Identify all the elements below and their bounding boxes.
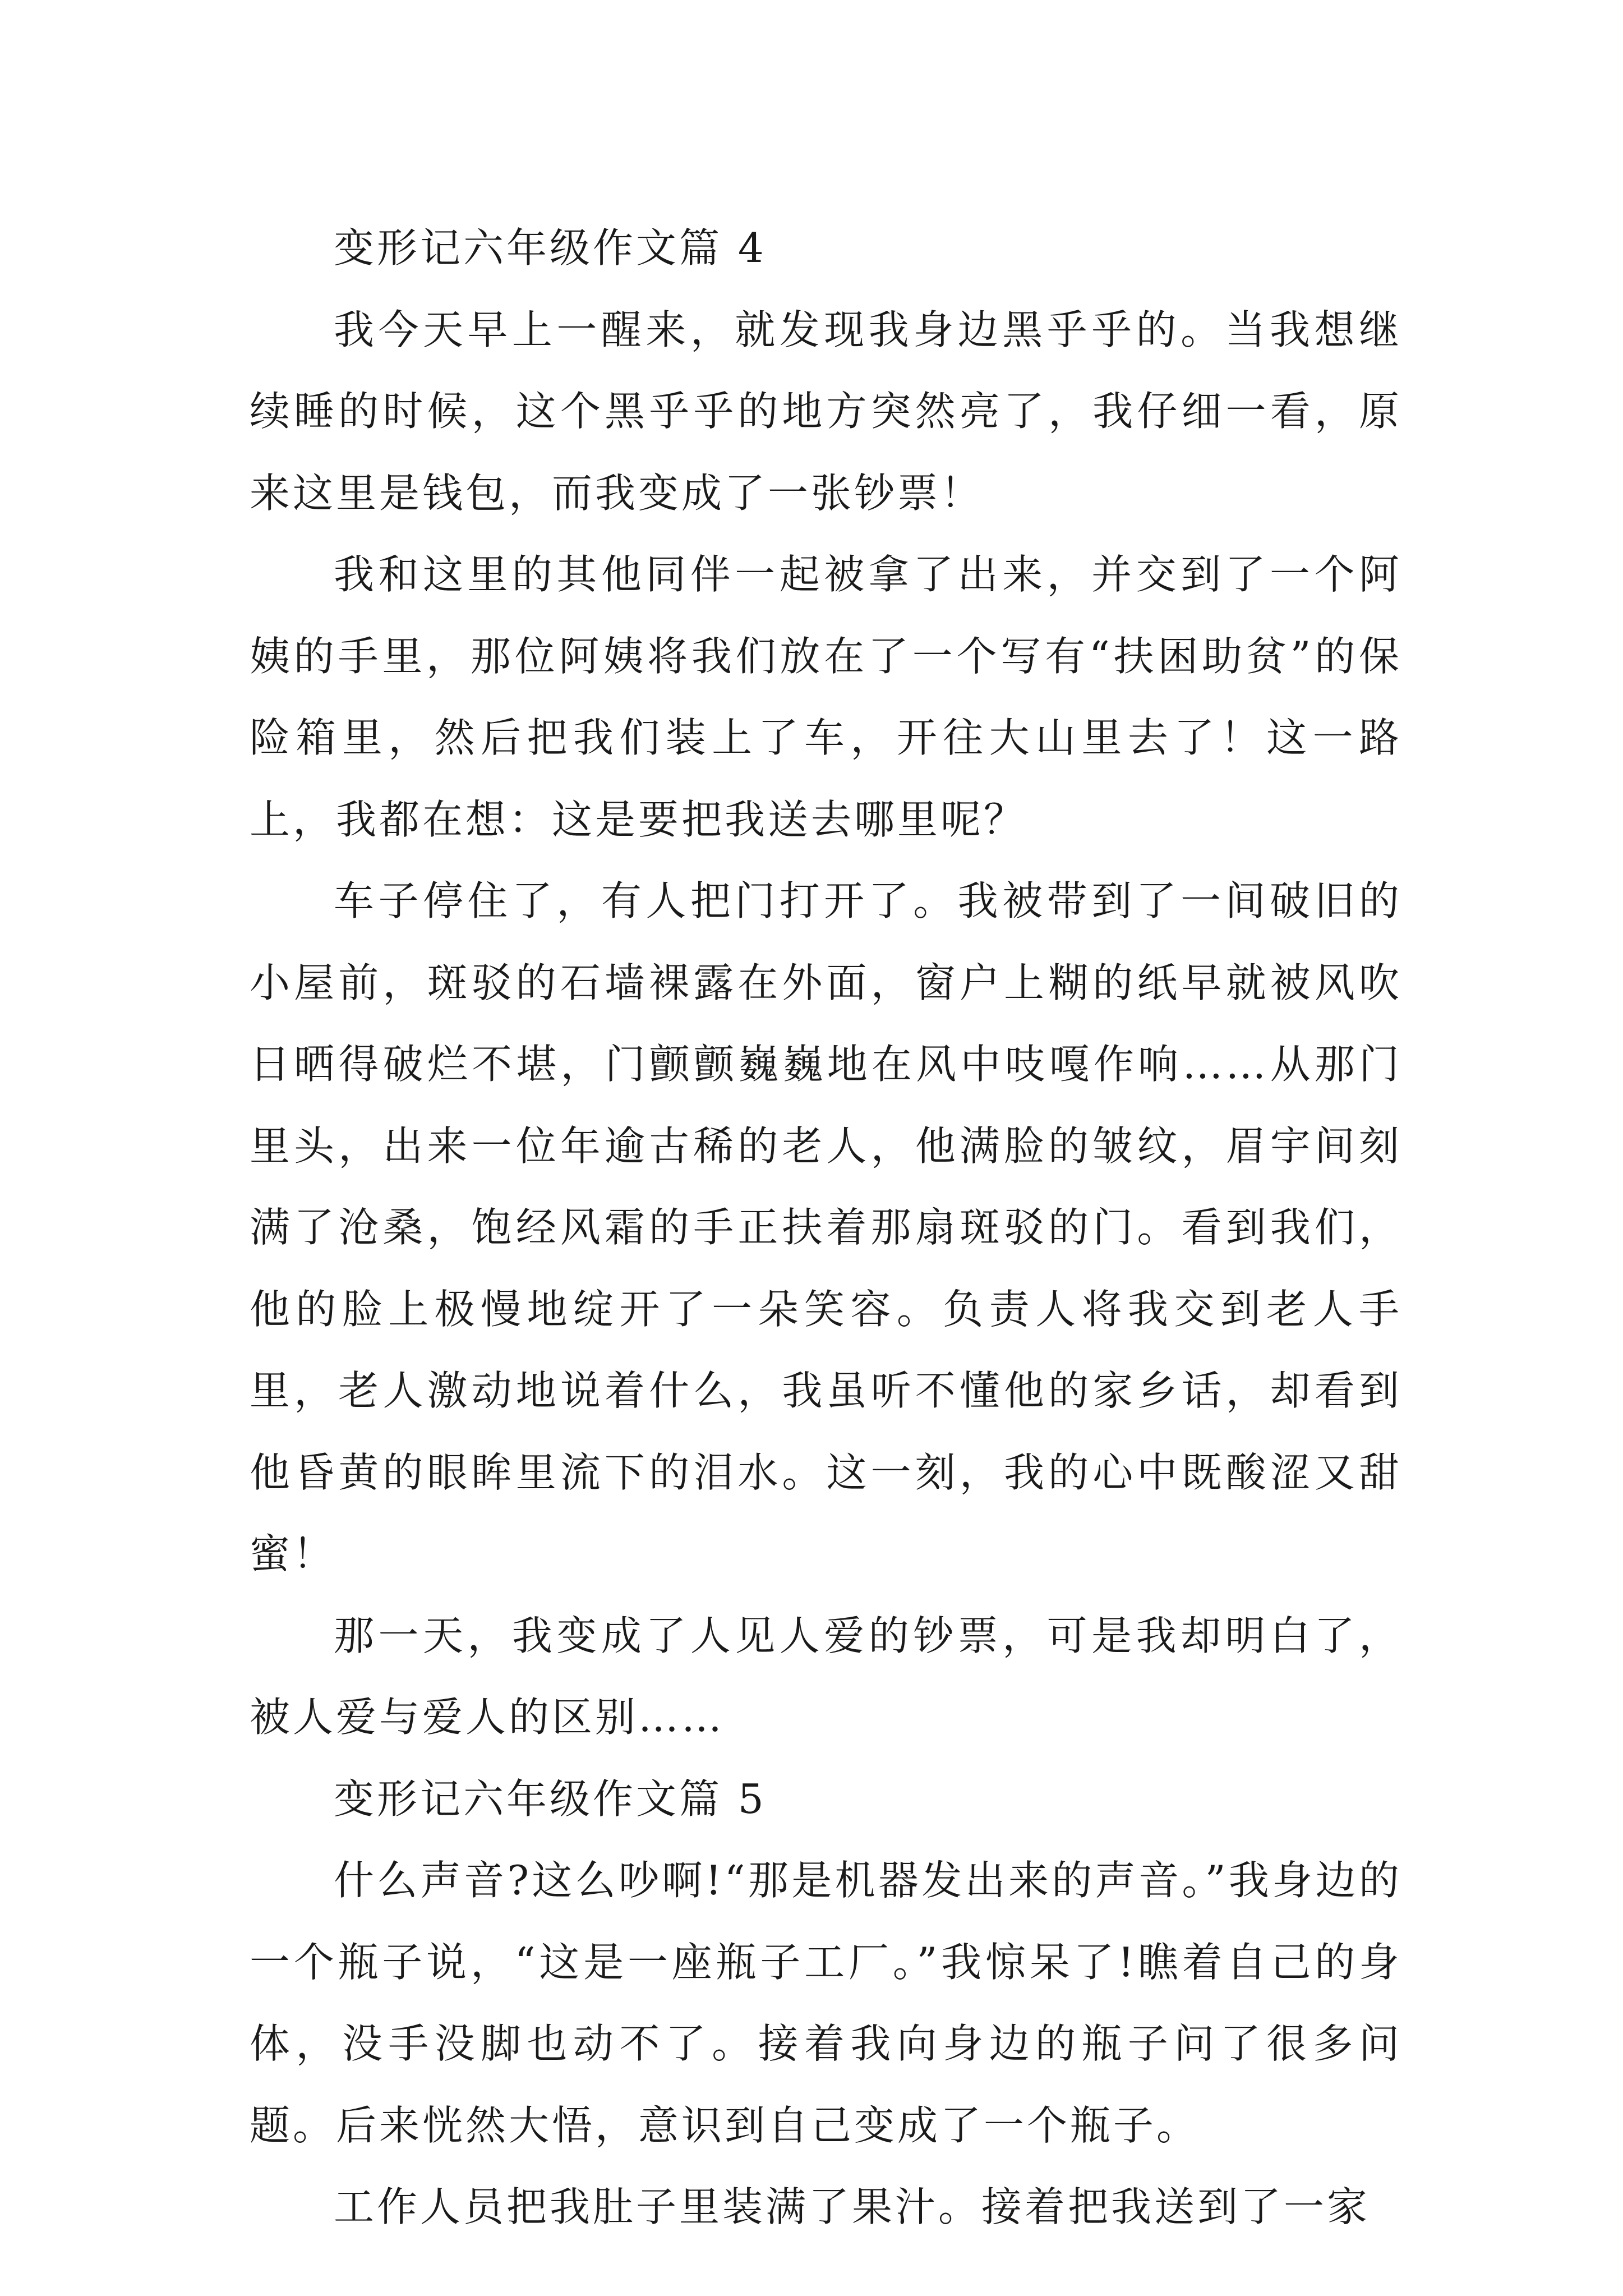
essay-heading: 变形记六年级作文篇 5 bbox=[334, 1775, 767, 1823]
document-page bbox=[250, 208, 1402, 2248]
paragraph: 我今天早上一醒来，就发现我身边黑乎乎的。当我想继续睡的时候，这个黑乎乎的地方突然亮了，我仔细一看，原来这里是钱包，而我变成了一张钞票！ bbox=[250, 306, 1402, 517]
paragraph: 工作人员把我肚子里装满了果汁。接着把我送到了一家 bbox=[334, 2183, 1371, 2230]
paragraph: 那一天，我变成了人见人爱的钞票，可是我却明白了，被人爱与爱人的区别…… bbox=[250, 1612, 1402, 1741]
paragraph: 我和这里的其他同伴一起被拿了出来，并交到了一个阿姨的手里，那位阿姨将我们放在了一个写有“扶困助贫”的保险箱里，然后把我们装上了车，开往大山里去了！这一路上，我都在想：这是要把我送去哪里呢？ bbox=[250, 551, 1402, 843]
paragraph: 什么声音?这么吵啊!“那是机器发出来的声音。”我身边的一个瓶子说，“这是一座瓶子工厂。”我惊呆了!瞧着自己的身体，没手没脚也动不了。接着我向身边的瓶子问了很多问题。后来恍然大悟，意识到自己变成了一个瓶子。 bbox=[250, 1857, 1402, 2149]
paragraph: 车子停住了，有人把门打开了。我被带到了一间破旧的小屋前，斑驳的石墙裸露在外面，窗户上糊的纸早就被风吹日晒得破烂不堪，门颤颤巍巍地在风中吱嘎作响……从那门里头，出来一位年逾古稀的老人，他满脸的皱纹，眉宇间刻满了沧桑，饱经风霜的手正扶着那扇斑驳的门。看到我们，他的脸上极慢地绽开了一朵笑容。负责人将我交到老人手里，老人激动地说着什么，我虽听不懂他的家乡话，却看到他昏黄的眼眸里流下的泪水。这一刻，我的心中既酸涩又甜蜜！ bbox=[250, 877, 1402, 1577]
essay-heading: 变形记六年级作文篇 4 bbox=[334, 224, 767, 272]
